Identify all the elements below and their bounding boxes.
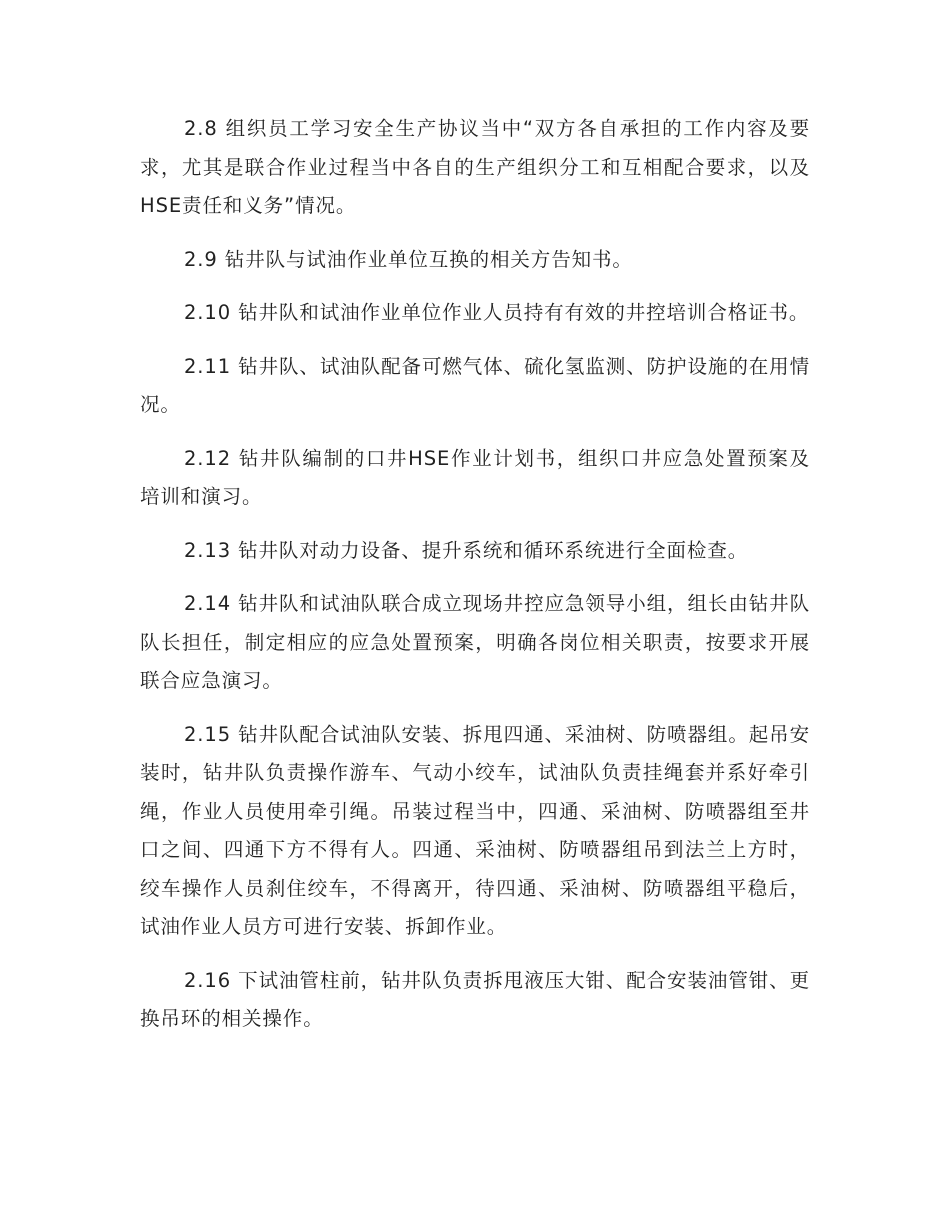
paragraph-2-11: 2.11 钻井队、试油队配备可燃气体、硫化氢监测、防护设施的在用情况。 bbox=[140, 354, 810, 416]
paragraph-2-13: 2.13 钻井队对动力设备、提升系统和循环系统进行全面检查。 bbox=[184, 538, 749, 562]
document-body bbox=[140, 110, 810, 1054]
paragraph-2-10: 2.10 钻井队和试油作业单位作业人员持有有效的井控培训合格证书。 bbox=[184, 301, 810, 324]
paragraph-2-14: 2.14 钻井队和试油队联合成立现场井控应急领导小组，组长由钻井队队长担任，制定相应的应急处置预案，明确各岗位相关职责，按要求开展联合应急演习。 bbox=[140, 592, 810, 692]
paragraph-2-16: 2.16 下试油管柱前，钻井队负责拆甩液压大钳、配合安装油管钳、更换吊环的相关操作。 bbox=[140, 968, 810, 1030]
paragraph-2-15: 2.15 钻井队配合试油队安装、拆甩四通、采油树、防喷器组。起吊安装时，钻井队负责操作游车、气动小绞车，试油队负责挂绳套并系好牵引绳，作业人员使用牵引绳。吊装过程当中，四通、采油树、防喷器组至井口之间、四通下方不得有人。四通、采油树、防喷器组吊到法兰上方时，绞车操作人员刹住绞车，不得离开，待四通、采油树、防喷器组平稳后，试油作业人员方可进行安装、拆卸作业。 bbox=[140, 722, 810, 938]
paragraph-2-9: 2.9 钻井队与试油作业单位互换的相关方告知书。 bbox=[184, 247, 633, 271]
paragraph-2-12: 2.12 钻井队编制的口井HSE作业计划书，组织口井应急处置预案及培训和演习。 bbox=[140, 446, 810, 508]
paragraph-2-8: 2.8 组织员工学习安全生产协议当中“双方各自承担的工作内容及要求，尤其是联合作业过程当中各自的生产组织分工和互相配合要求，以及HSE责任和义务”情况。 bbox=[140, 117, 810, 217]
